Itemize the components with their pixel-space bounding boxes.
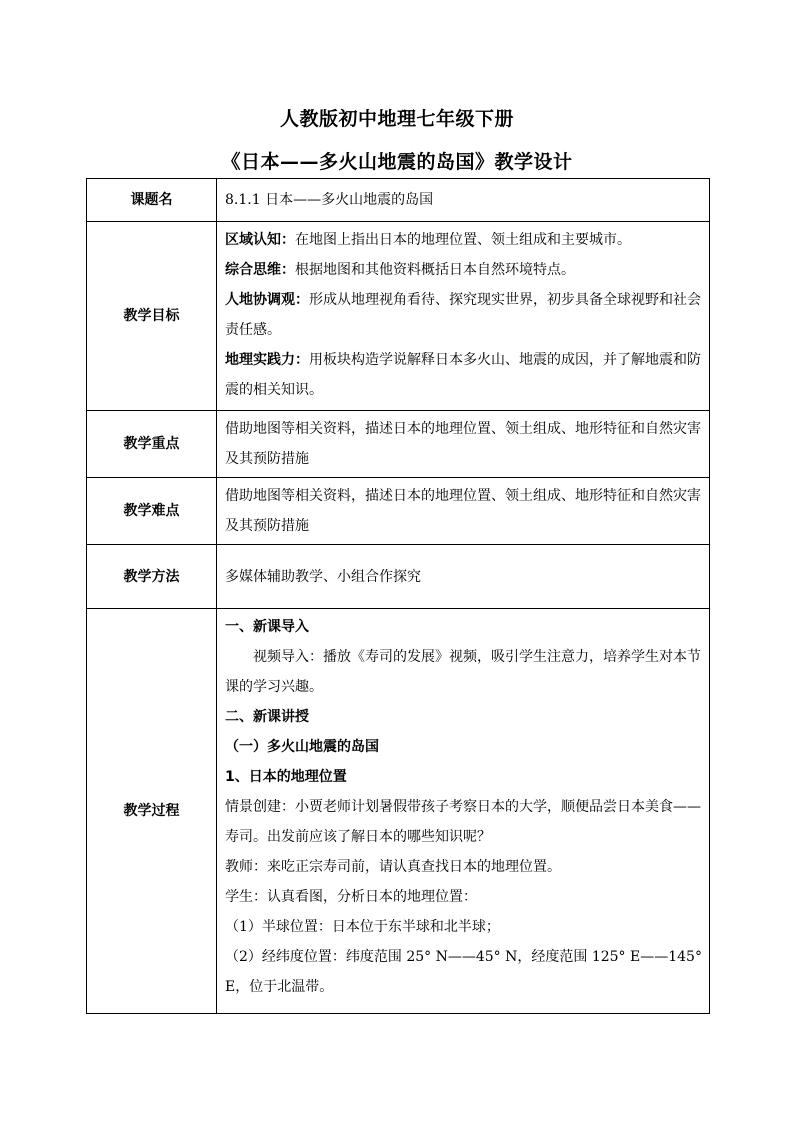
row-value-goals [217, 222, 710, 411]
table-row [87, 222, 710, 411]
goal-term: 综合思维： [225, 262, 295, 278]
subsection-heading: 1、日本的地理位置 [225, 769, 347, 785]
paragraph: 教师：来吃正宗寿司前，请认真查找日本的地理位置。 [225, 859, 561, 875]
goal-item [225, 345, 703, 405]
row-value-topic: 8.1.1 日本——多火山地震的岛国 [217, 179, 710, 222]
row-label-difficulties: 教学难点 [87, 478, 217, 545]
lesson-plan-table [86, 178, 710, 1014]
goal-item [225, 285, 703, 345]
paragraph: 学生：认真看图，分析日本的地理位置： [225, 889, 477, 905]
goal-text: 根据地图和其他资料概括日本自然环境特点。 [295, 262, 575, 278]
table-row [87, 609, 710, 1014]
table-row [87, 545, 710, 609]
document-subtitle: 《日本——多火山地震的岛国》教学设计 [221, 151, 573, 173]
row-value-methods: 多媒体辅助教学、小组合作探究 [217, 545, 710, 609]
paragraph: （1）半球位置：日本位于东半球和北半球； [225, 919, 500, 935]
goal-item [225, 255, 703, 285]
paragraph: （2）经纬度位置：纬度范围 25° N——45° N，经度范围 125° E——145° E，位于北温带。 [225, 949, 702, 995]
paragraph: 情景创建：小贾老师计划暑假带孩子考察日本的大学，顺便品尝日本美食——寿司。出发前应该了解日本的哪些知识呢？ [225, 799, 701, 845]
goal-term: 区域认知： [225, 232, 295, 248]
goal-text: 在地图上指出日本的地理位置、领土组成和主要城市。 [295, 232, 631, 248]
row-label-process: 教学过程 [87, 609, 217, 1014]
table-row [87, 179, 710, 222]
document-title: 人教版初中地理七年级下册 [279, 108, 514, 130]
goal-text: 用板块构造学说解释日本多火山、地震的成因，并了解地震和防震的相关知识。 [225, 352, 701, 398]
row-label-methods: 教学方法 [87, 545, 217, 609]
row-label-topic: 课题名 [87, 179, 217, 222]
subsection-heading: （一）多火山地震的岛国 [225, 739, 379, 755]
paragraph: 视频导入：播放《寿司的发展》视频，吸引学生注意力，培养学生对本节课的学习兴趣。 [225, 649, 701, 695]
row-label-goals: 教学目标 [87, 222, 217, 411]
goal-item [225, 225, 703, 255]
goal-text: 形成从地理视角看待、探究现实世界，初步具备全球视野和社会责任感。 [225, 292, 701, 338]
row-value-key-points: 借助地图等相关资料，描述日本的地理位置、领土组成、地形特征和自然灾害及其预防措施 [217, 411, 710, 478]
table-row [87, 411, 710, 478]
goal-term: 地理实践力： [225, 352, 309, 368]
row-label-key-points: 教学重点 [87, 411, 217, 478]
row-value-process [217, 609, 710, 1014]
section-heading: 一、新课导入 [225, 619, 309, 635]
table-row [87, 478, 710, 545]
row-value-difficulties: 借助地图等相关资料，描述日本的地理位置、领土组成、地形特征和自然灾害及其预防措施 [217, 478, 710, 545]
goal-term: 人地协调观： [225, 292, 309, 308]
section-heading: 二、新课讲授 [225, 709, 309, 725]
